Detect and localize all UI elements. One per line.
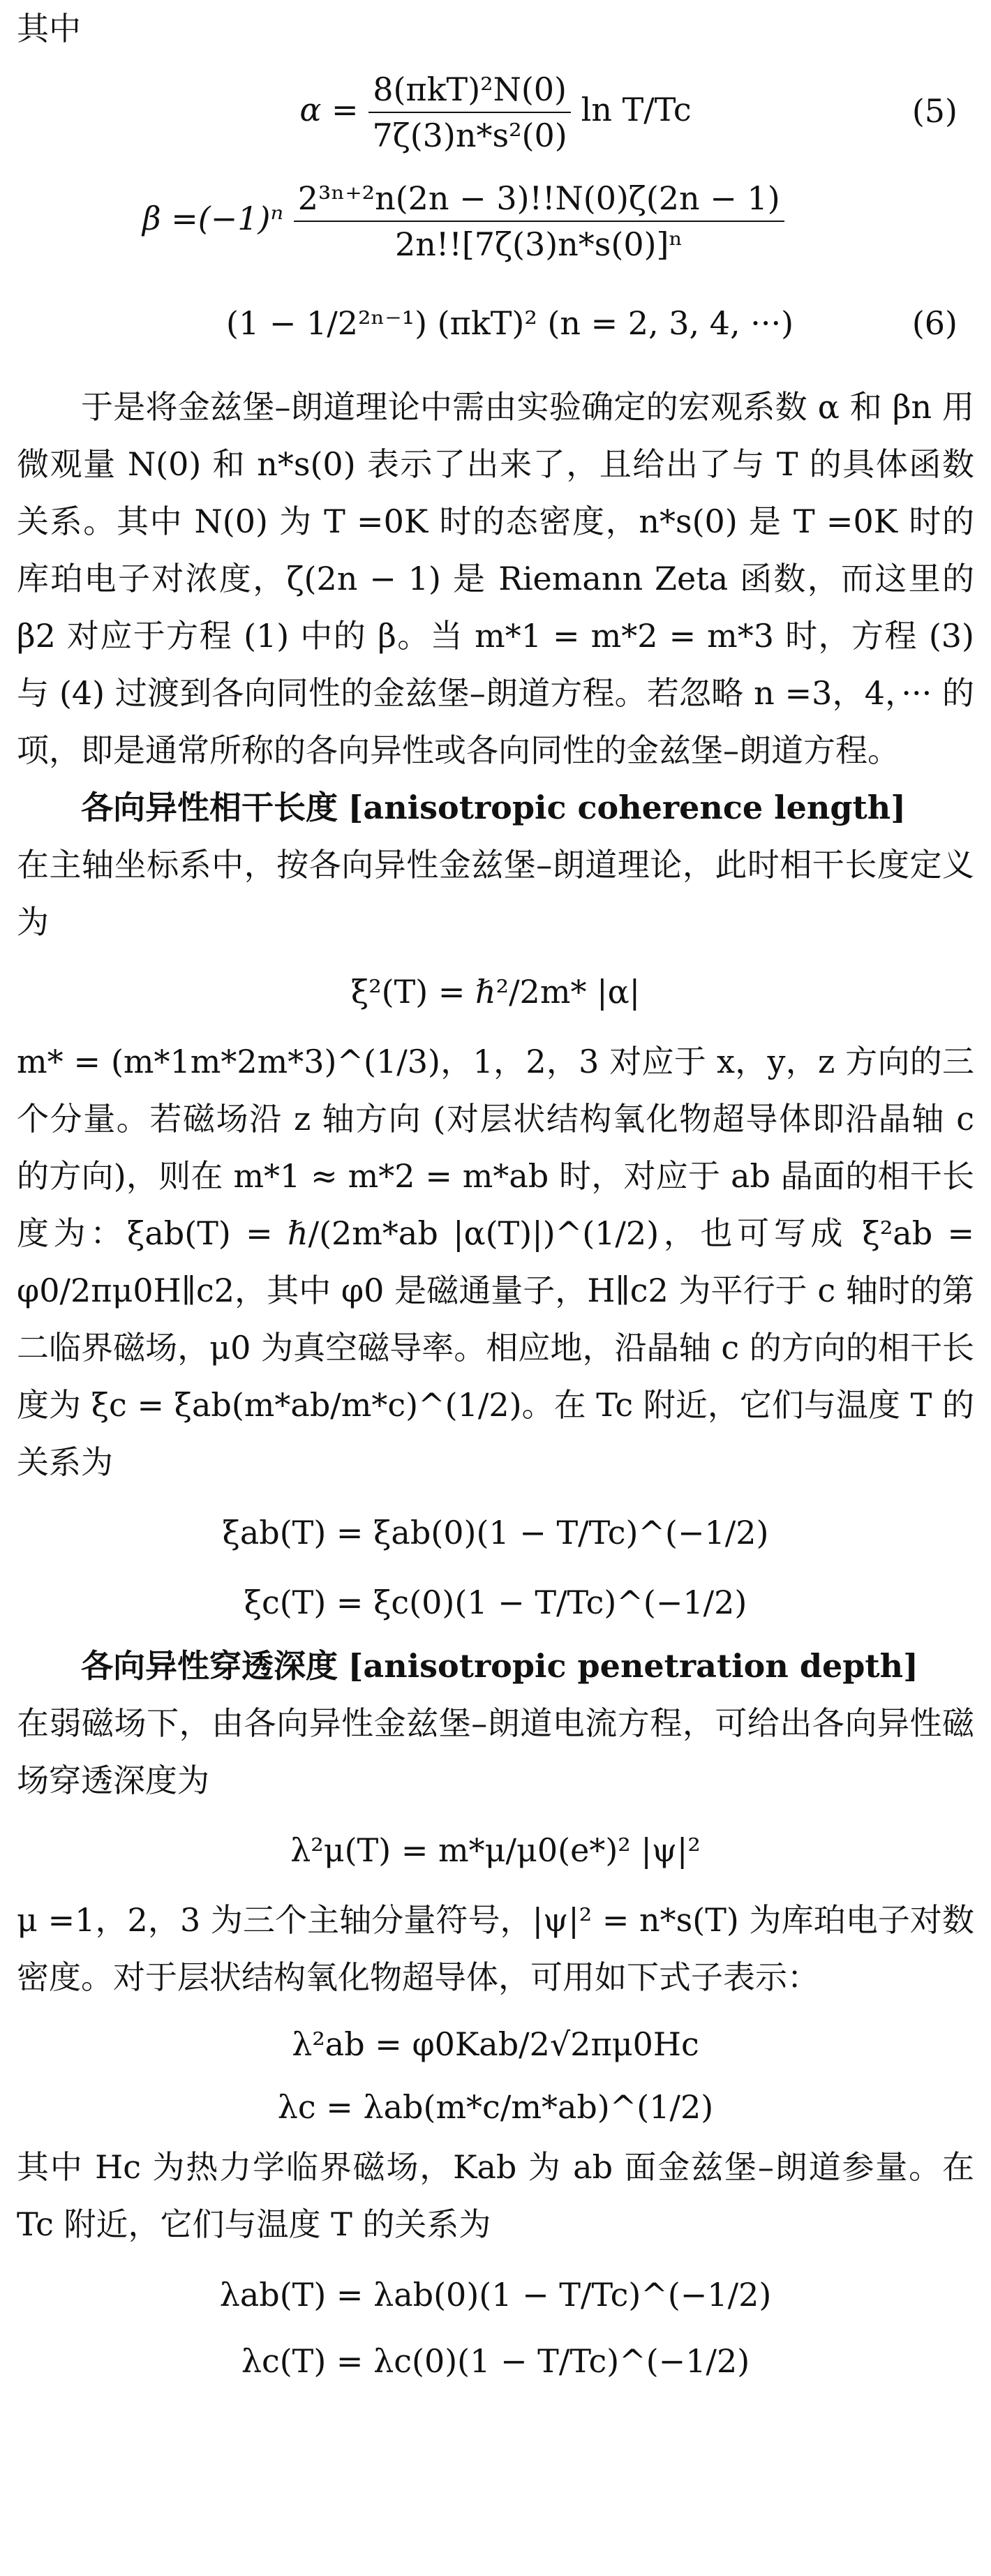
eq6-line2: (1 − 1/2²ⁿ⁻¹) (πkT)² (n = 2, 3, 4, ···) [226, 304, 794, 342]
eq5-lhs: α = [299, 91, 369, 128]
equation-lambda-ab: λ²ab = φ0Kab/2√2πμ0Hc [292, 2025, 699, 2063]
paragraph-1: 于是将金兹堡–朗道理论中需由实验确定的宏观系数 α 和 βn 用微观量 N(0) 和 n*s(0) 表示了出来了，且给出了与 T 的具体函数关系。其中 N(0) 为 T =0K 时的态密度，n*s(0) 是 T =0K 时的库珀电子对浓度，ζ(2n − 1) 是 Riemann Zeta 函数，而这里的 β2 对应于方程 (1) 中的 β。当 m*1 = m*2 = m*3 时，方程 (3) 与 (4) 过渡到各向同性的金兹堡–朗道方程。若忽略 n =3，4，··· 的项，即是通常所称的各向异性或各向同性的金兹堡–朗道方程。 [17, 388, 974, 769]
equation-5 [17, 57, 974, 162]
equation-xi-c: ξc(T) = ξc(0)(1 − T/Tc)^(−1/2) [244, 1584, 747, 1621]
equation-lambda-c: λc = λab(m*c/m*ab)^(1/2) [277, 2088, 714, 2126]
equation-xi: ξ²(T) = ℏ²/2m* |α| [350, 973, 641, 1011]
equation-6 [17, 162, 974, 378]
paragraph-5: μ =1，2，3 为三个主轴分量符号，|ψ|² = n*s(T) 为库珀电子对数密度。对于层状结构氧化物超导体，可用如下式子表示： [17, 1901, 974, 1996]
eq5-numerator: 8(πkT)²N(0) [368, 67, 571, 113]
paragraph-4: 在弱磁场下，由各向异性金兹堡–朗道电流方程，可给出各向异性磁场穿透深度为 [17, 1704, 974, 1799]
eq5-denominator: 7ζ(3)n*s²(0) [372, 117, 567, 154]
eq5-tail: ln T/Tc [581, 91, 692, 128]
section-heading-coherence [17, 779, 974, 836]
equation-lambda: λ²μ(T) = m*μ/μ0(e*)² |ψ|² [290, 1831, 701, 1869]
eq6-number: (6) [911, 304, 958, 342]
section-heading-en: [anisotropic coherence length] [348, 789, 906, 826]
equation-lambda-c-T: λc(T) = λc(0)(1 − T/Tc)^(−1/2) [241, 2342, 750, 2380]
eq6-denominator: 2n!![7ζ(3)n*s(0)]ⁿ [395, 225, 683, 263]
section-heading-zh: 各向异性相干长度 [81, 789, 338, 826]
paragraph-2: 在主轴坐标系中，按各向异性金兹堡–朗道理论，此时相干长度定义为 [17, 846, 974, 941]
section-heading-penetration [17, 1637, 974, 1695]
equation-xi-ab: ξab(T) = ξab(0)(1 − T/Tc)^(−1/2) [222, 1514, 769, 1551]
eq6-prefix: β =(−1)ⁿ [142, 200, 284, 237]
eq6-numerator: 2³ⁿ⁺²n(2n − 3)!!N(0)ζ(2n − 1) [294, 176, 784, 222]
intro-text: 其中 [17, 10, 81, 47]
section-heading-zh-2: 各向异性穿透深度 [81, 1647, 338, 1685]
paragraph-6: 其中 Hc 为热力学临界磁场，Kab 为 ab 面金兹堡–朗道参量。在 Tc 附近，它们与温度 T 的关系为 [17, 2148, 974, 2243]
paragraph-3: m* = (m*1m*2m*3)^(1/3)，1，2，3 对应于 x，y，z 方向的三个分量。若磁场沿 z 轴方向 (对层状结构氧化物超导体即沿晶轴 c 的方向)，则在 m*1 ≈ m*2 = m*ab 时，对应于 ab 晶面的相干长度为：ξab(T) = ℏ/(2m*ab |α(T)|)^(1/2)，也可写成 ξ²ab = φ0/2πμ0H∥c2，其中 φ0 是磁通量子，H∥c2 为平行于 c 轴时的第二临界磁场，μ0 为真空磁导率。相应地，沿晶轴 c 的方向的相干长度为 ξc = ξab(m*ab/m*c)^(1/2)。在 Tc 附近，它们与温度 T 的关系为 [17, 1043, 974, 1481]
equation-lambda-ab-T: λab(T) = λab(0)(1 − T/Tc)^(−1/2) [219, 2276, 772, 2314]
eq5-number: (5) [911, 92, 958, 130]
eq5-fraction [368, 67, 571, 158]
section-heading-en-2: [anisotropic penetration depth] [348, 1647, 918, 1685]
eq6-fraction [294, 176, 784, 267]
